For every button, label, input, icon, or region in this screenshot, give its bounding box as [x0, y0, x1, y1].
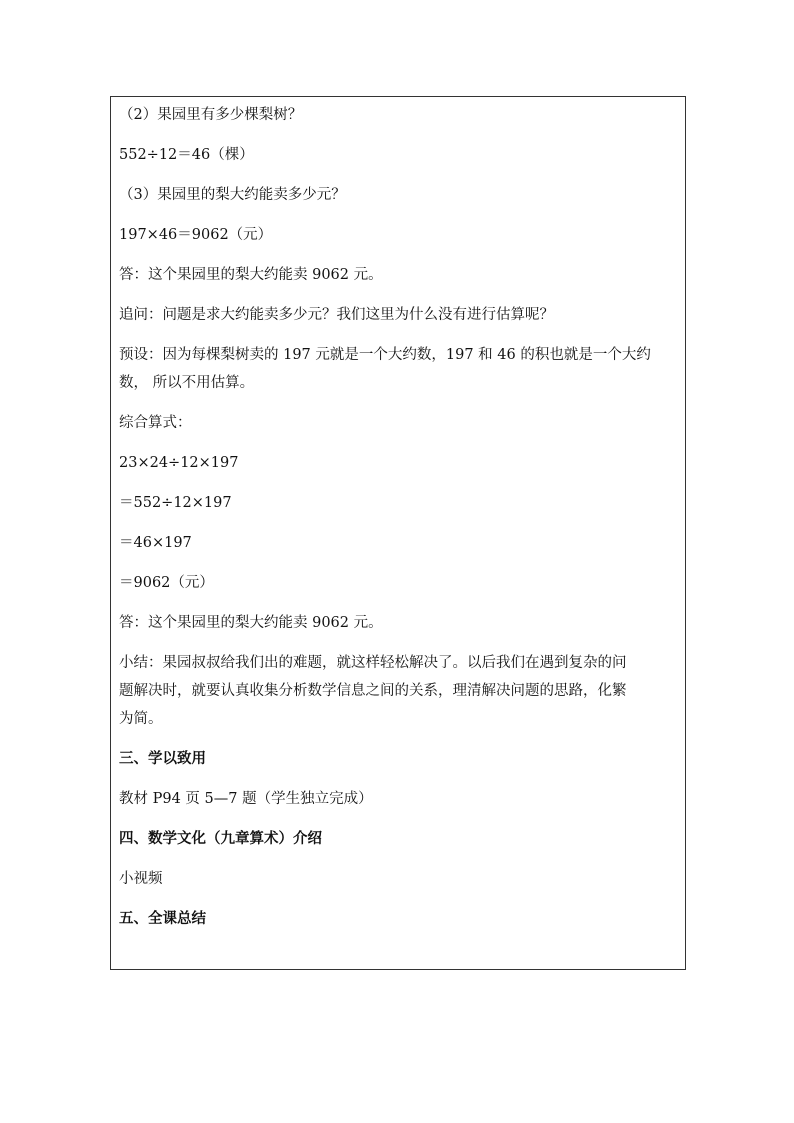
formula-step-4: ＝9062（元）	[119, 575, 214, 591]
summary-line-3: 为简。	[119, 711, 163, 727]
short-video-line: 小视频	[119, 871, 163, 887]
combined-formula-label: 综合算式：	[119, 415, 192, 431]
summary-line-1: 小结：果园叔叔给我们出的难题，就这样轻松解决了。以后我们在遇到复杂的问	[119, 655, 627, 671]
summary-line-2: 题解决时，就要认真收集分析数学信息之间的关系，理清解决问题的思路，化繁	[119, 683, 627, 699]
answer-line: 答：这个果园里的梨大约能卖 9062 元。	[119, 615, 383, 631]
expected-answer-line: 预设：因为每棵梨树卖的 197 元就是一个大约数，197 和 46 的积也就是一个大约	[119, 347, 651, 363]
formula-step-3: ＝46×197	[119, 535, 192, 551]
section-heading-summary: 五、全课总结	[119, 910, 206, 927]
equation-line: 552÷12＝46（棵）	[119, 147, 254, 163]
equation-line: 197×46＝9062（元）	[119, 227, 273, 243]
lesson-plan-box	[110, 96, 686, 970]
follow-up-question-line: 追问：问题是求大约能卖多少元？我们这里为什么没有进行估算呢？	[119, 307, 554, 323]
answer-line: 答：这个果园里的梨大约能卖 9062 元。	[119, 267, 383, 283]
textbook-exercise-line: 教材 P94 页 5—7 题（学生独立完成）	[119, 791, 373, 807]
section-heading-apply: 三、学以致用	[119, 750, 206, 767]
question-3-line: （3）果园里的梨大约能卖多少元？	[119, 187, 346, 203]
expected-answer-continuation: 数， 所以不用估算。	[119, 375, 255, 391]
section-heading-culture: 四、数学文化（九章算术）介绍	[119, 830, 322, 847]
formula-step-2: ＝552÷12×197	[119, 495, 232, 511]
question-2-line: （2）果园里有多少棵梨树？	[119, 107, 303, 123]
formula-step-1: 23×24÷12×197	[119, 455, 239, 471]
